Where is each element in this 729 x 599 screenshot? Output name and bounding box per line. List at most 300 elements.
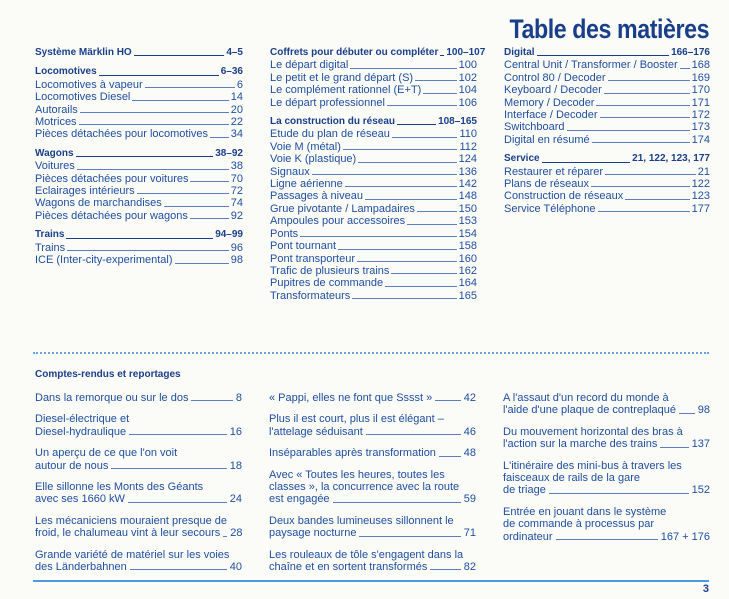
toc-entry-label: Le petit et le grand départ (S) — [270, 71, 414, 84]
leader-line — [660, 447, 688, 448]
toc-entry — [504, 59, 710, 71]
bottom-rule — [33, 580, 709, 582]
section-page-range: 21, 122, 123, 177 — [632, 153, 710, 165]
leader-line — [175, 263, 229, 264]
toc-entry-page: 173 — [691, 121, 710, 134]
toc-entry-label: Plans de réseaux — [504, 178, 589, 191]
toc-section-heading — [35, 229, 243, 241]
report-entry — [35, 481, 242, 506]
section-page-range: 100–107 — [446, 47, 486, 58]
report-title-line — [269, 392, 476, 404]
report-page: 82 — [463, 561, 476, 574]
report-entry — [269, 515, 476, 540]
report-title-text: autour de nous — [35, 459, 109, 472]
toc-entry — [270, 228, 477, 240]
report-title-text: paysage nocturne — [269, 527, 357, 540]
section-heading-label: Locomotives — [35, 66, 97, 78]
toc-entry-label: Le complément rationnel (E+T) — [270, 84, 422, 97]
toc-entry-label: Construction de réseaux — [504, 190, 624, 203]
toc-entry-page: 164 — [458, 277, 477, 290]
toc-column-1 — [35, 47, 243, 267]
toc-entry-page: 34 — [230, 128, 243, 141]
leader-line — [190, 218, 229, 219]
leader-line — [537, 55, 670, 56]
leader-line — [338, 249, 457, 250]
leader-line — [357, 261, 457, 262]
toc-entry — [35, 242, 243, 254]
leader-line — [567, 130, 690, 131]
report-title-text: Diesel-hydraulique — [35, 425, 127, 438]
leader-line — [333, 502, 461, 503]
report-title-line: A l'assaut d'un record du monde à — [503, 392, 669, 404]
leader-line — [415, 80, 457, 81]
report-title-text: « Pappi, elles ne font que Sssst » — [269, 392, 433, 404]
toc-entry — [504, 72, 710, 84]
leader-line — [430, 569, 460, 570]
toc-entry-page: 136 — [458, 165, 477, 178]
toc-entry — [270, 290, 477, 302]
toc-entry-label: Le départ digital — [270, 59, 349, 72]
toc-column-2 — [270, 47, 486, 302]
report-entry — [35, 413, 242, 438]
toc-entry — [504, 109, 710, 121]
report-title-line — [269, 493, 476, 505]
toc-entry-page: 158 — [458, 240, 477, 253]
toc-entry — [35, 160, 243, 172]
report-title-text: avec ses 1660 kW — [35, 493, 125, 506]
report-title-line: Elle sillonne les Monts des Géants — [35, 481, 204, 494]
report-title-line: de commande à processus par — [503, 518, 655, 531]
toc-entry-page: 98 — [230, 254, 243, 267]
section-divider — [33, 352, 709, 354]
toc-entry — [270, 265, 477, 277]
section-heading-label: La construction du réseau — [270, 116, 396, 128]
toc-entry-page: 104 — [458, 84, 477, 97]
toc-entry-label: Trains — [35, 241, 66, 254]
toc-entry-label: Keyboard / Decoder — [504, 84, 602, 97]
toc-entry — [270, 277, 477, 289]
section-heading-label: Service — [504, 153, 540, 165]
leader-line — [605, 174, 696, 175]
toc-entry-label: Passages à niveau — [270, 190, 363, 203]
report-title-line: Un aperçu de ce que l'on voit — [35, 447, 178, 460]
report-page: 40 — [229, 561, 242, 574]
report-title-text: des Länderbahnen — [35, 561, 127, 574]
report-title-line — [503, 438, 710, 450]
leader-line — [134, 55, 225, 56]
report-title-line: Grande variété de matériel sur les voies — [35, 548, 230, 561]
toc-entry — [504, 190, 710, 202]
toc-entry-label: Ampoules pour accessoires — [270, 215, 406, 228]
toc-entry-label: Motrices — [35, 116, 77, 129]
report-title-text: l'action sur la marche des trains — [503, 438, 658, 451]
section-page-range: 4–5 — [226, 47, 243, 58]
report-title-line: Du mouvement horizontal des bras à — [503, 425, 683, 438]
toc-section-heading — [270, 116, 477, 128]
toc-section-heading — [504, 153, 710, 165]
toc-entry-page: 92 — [230, 209, 243, 222]
toc-entry-page: 150 — [458, 202, 477, 215]
toc-section-heading — [35, 47, 243, 59]
section-heading-label: Digital — [504, 47, 535, 58]
toc-entry — [504, 134, 710, 146]
toc-entry-label: Etude du plan de réseau — [270, 128, 390, 141]
toc-entry — [270, 84, 477, 96]
report-title-line: faisceaux de rails de la gare — [503, 472, 640, 485]
toc-entry-label: Pièces détachées pour locomotives — [35, 128, 209, 141]
toc-entry-label: Voie M (métal) — [270, 140, 341, 153]
leader-line — [392, 137, 458, 138]
section-page-range: 166–176 — [671, 47, 710, 58]
report-title-line — [269, 561, 476, 573]
leader-line — [542, 162, 631, 163]
leader-line — [387, 105, 457, 106]
toc-entry-label: Ponts — [270, 227, 299, 240]
toc-entry-label: Service Téléphone — [504, 202, 596, 215]
leader-line — [423, 93, 456, 94]
toc-entry-page: 123 — [691, 190, 710, 203]
toc-entry — [270, 59, 477, 71]
report-page: 18 — [229, 459, 242, 472]
toc-entry — [35, 91, 243, 103]
report-entry — [35, 447, 242, 472]
toc-entry — [270, 166, 477, 178]
toc-entry-label: Locomotives Diesel — [35, 91, 131, 104]
toc-entry-page: 124 — [458, 153, 477, 166]
report-page: 98 — [697, 404, 710, 417]
leader-line — [391, 273, 456, 274]
toc-entry-page: 112 — [459, 140, 477, 153]
toc-section-heading — [35, 66, 243, 78]
leader-line — [129, 434, 227, 435]
leader-line — [137, 193, 229, 194]
report-entry — [35, 549, 242, 574]
section-heading-label: Système Märklin HO — [35, 47, 132, 58]
toc-entry-page: 168 — [691, 59, 710, 72]
report-entry — [35, 515, 242, 540]
leader-line — [596, 105, 689, 106]
leader-line — [128, 502, 227, 503]
report-page: 8 — [235, 392, 242, 404]
toc-entry-label: Central Unit / Transformer / Booster — [504, 59, 678, 72]
report-title-line: Les rouleaux de tôle s'engagent dans la — [269, 548, 464, 561]
toc-entry-page: 122 — [691, 178, 710, 191]
toc-entry-page: 142 — [458, 178, 477, 191]
toc-entry-page: 169 — [691, 71, 710, 84]
report-title-line: Entrée en jouant dans le système — [503, 505, 667, 518]
report-title-line — [269, 447, 476, 459]
toc-entry — [35, 116, 243, 128]
toc-entry-label: Wagons de marchandises — [35, 197, 162, 210]
section-page-range: 6–36 — [220, 66, 243, 78]
toc-section-heading — [270, 47, 486, 59]
report-page: 46 — [463, 425, 476, 438]
toc-entry-label: Le départ professionnel — [270, 96, 385, 109]
reports-column-3 — [503, 392, 710, 552]
report-title-line — [269, 527, 476, 539]
leader-line — [556, 539, 658, 540]
leader-line — [300, 236, 457, 237]
toc-entry-label: Restaurer et réparer — [504, 165, 604, 178]
leader-line — [132, 100, 228, 101]
report-title-line — [503, 531, 710, 543]
report-page: 16 — [229, 425, 242, 438]
leader-line — [343, 149, 458, 150]
toc-entry-label: Eclairages intérieurs — [35, 185, 135, 198]
report-title-line — [503, 404, 710, 416]
toc-entry — [35, 185, 243, 197]
report-title-line — [35, 527, 242, 539]
leader-line — [66, 238, 213, 239]
toc-entry-page: 172 — [691, 109, 710, 122]
reports-title: Comptes-rendus et reportages — [35, 369, 181, 380]
leader-line — [600, 117, 690, 118]
toc-entry-page: 70 — [230, 172, 243, 185]
toc-entry — [270, 178, 477, 190]
leader-line — [592, 142, 690, 143]
report-title-text: Dans la remorque ou sur le dos — [35, 392, 189, 404]
leader-line — [111, 468, 226, 469]
toc-entry-page: 165 — [458, 289, 477, 302]
toc-column-3 — [504, 47, 710, 215]
report-title-line: classes », la concurrence avec la route — [269, 481, 460, 494]
report-title-line — [503, 484, 710, 496]
report-title-text: de triage — [503, 484, 546, 497]
toc-section-heading — [35, 148, 243, 160]
toc-entry-label: Ligne aérienne — [270, 178, 343, 191]
toc-entry — [35, 79, 243, 91]
leader-line — [350, 68, 456, 69]
report-entry — [269, 549, 476, 574]
report-entry — [269, 447, 476, 459]
report-title-text: est engagée — [269, 493, 330, 506]
leader-line — [679, 413, 695, 414]
toc-entry-page: 153 — [458, 215, 477, 228]
leader-line — [359, 536, 460, 537]
report-page: 137 — [691, 438, 710, 451]
report-title-line — [35, 392, 242, 404]
page-number: 3 — [702, 583, 709, 595]
toc-entry-label: Autorails — [35, 103, 78, 116]
toc-entry-label: Voitures — [35, 160, 75, 173]
leader-line — [591, 186, 690, 187]
toc-entry — [504, 121, 710, 133]
toc-entry — [504, 97, 710, 109]
report-title-line: Diesel-électrique et — [35, 413, 130, 426]
leader-line — [191, 400, 232, 401]
report-entry — [269, 469, 476, 506]
leader-line — [435, 400, 460, 401]
leader-line — [80, 112, 229, 113]
report-entry — [503, 506, 710, 543]
leader-line — [190, 181, 228, 182]
leader-line — [312, 174, 457, 175]
report-title-line: Les mécaniciens mouraient presque de — [35, 514, 228, 527]
toc-entry-label: Pont tournant — [270, 240, 337, 253]
toc-entry-label: Pièces détachées pour wagons — [35, 209, 188, 222]
section-page-range: 38–92 — [215, 147, 243, 159]
leader-line — [625, 199, 689, 200]
leader-line — [145, 87, 235, 88]
toc-entry-label: Pont transporteur — [270, 252, 355, 265]
toc-entry-page: 174 — [691, 133, 710, 146]
report-title-line — [269, 426, 476, 438]
section-page-range: 94–99 — [215, 229, 243, 241]
report-entry — [503, 460, 710, 497]
leader-line — [608, 80, 690, 81]
report-entry — [503, 426, 710, 451]
toc-entry-page: 148 — [458, 190, 477, 203]
toc-entry-page: 22 — [230, 116, 243, 129]
leader-line — [549, 493, 689, 494]
toc-entry-label: Locomotives à vapeur — [35, 78, 143, 91]
toc-entry-page: 21 — [697, 165, 710, 178]
section-page-range: 108–165 — [438, 116, 477, 128]
leader-line — [365, 199, 457, 200]
toc-entry — [35, 128, 243, 140]
leader-line — [417, 211, 457, 212]
toc-entry-page: 100 — [458, 59, 477, 72]
toc-entry — [35, 210, 243, 222]
toc-entry — [504, 178, 710, 190]
toc-entry — [270, 141, 477, 153]
toc-entry-label: Signaux — [270, 165, 310, 178]
leader-line — [407, 224, 457, 225]
toc-entry — [270, 190, 477, 202]
toc-entry-page: 162 — [458, 264, 477, 277]
leader-line — [79, 124, 229, 125]
leader-line — [352, 298, 456, 299]
toc-entry — [35, 173, 243, 185]
toc-entry-page: 20 — [230, 103, 243, 116]
toc-entry-label: Control 80 / Decoder — [504, 71, 606, 84]
leader-line — [210, 137, 229, 138]
toc-entry-page: 102 — [458, 71, 477, 84]
leader-line — [604, 93, 690, 94]
leader-line — [345, 186, 457, 187]
report-page: 48 — [463, 447, 476, 460]
report-page: 152 — [691, 484, 710, 497]
leader-line — [77, 169, 229, 170]
toc-entry-label: Memory / Decoder — [504, 96, 595, 109]
toc-section-heading — [504, 47, 710, 59]
toc-entry-page: 72 — [230, 185, 243, 198]
leader-line — [223, 536, 227, 537]
toc-entry-label: Trafic de plusieurs trains — [270, 264, 390, 277]
report-title-text: froid, le chalumeau vint à leur secours — [35, 527, 221, 540]
report-page: 24 — [229, 493, 242, 506]
leader-line — [67, 250, 229, 251]
report-title-line: Avec « Toutes les heures, toutes les — [269, 468, 445, 481]
report-page: 28 — [230, 527, 243, 540]
leader-line — [680, 68, 690, 69]
toc-entry-page: 177 — [691, 202, 710, 215]
report-title-line — [35, 460, 242, 472]
toc-entry-page: 106 — [458, 96, 477, 109]
toc-entry — [504, 166, 710, 178]
leader-line — [76, 156, 214, 157]
leader-line — [439, 456, 461, 457]
report-title-line — [35, 426, 242, 438]
report-title-line — [35, 561, 242, 573]
toc-entry-page: 96 — [230, 241, 243, 254]
toc-entry — [270, 72, 477, 84]
toc-entry-page: 74 — [230, 197, 243, 210]
report-title-line — [35, 493, 242, 505]
report-title-text: l'attelage séduisant — [269, 425, 363, 438]
toc-entry-label: Digital en résumé — [504, 133, 590, 146]
toc-entry — [270, 253, 477, 265]
toc-entry-label: Voie K (plastique) — [270, 153, 357, 166]
toc-entry-label: Switchboard — [504, 121, 565, 134]
toc-entry — [504, 84, 710, 96]
leader-line — [358, 162, 456, 163]
report-title-text: ordinateur — [503, 530, 553, 543]
toc-entry-label: Interface / Decoder — [504, 109, 598, 122]
report-page: 167 + 176 — [660, 530, 710, 543]
leader-line — [440, 55, 444, 56]
leader-line — [130, 569, 227, 570]
report-entry — [503, 392, 710, 417]
toc-entry — [35, 254, 243, 266]
toc-entry-page: 154 — [458, 227, 477, 240]
report-page: 59 — [463, 493, 476, 506]
section-heading-label: Coffrets pour débuter ou compléter — [270, 47, 439, 58]
section-heading-label: Trains — [35, 229, 65, 241]
report-title-text: chaîne et en sortent transformés — [269, 561, 428, 574]
leader-line — [385, 286, 457, 287]
toc-entry — [35, 104, 243, 116]
leader-line — [366, 434, 461, 435]
report-title-text: Inséparables après transformation — [269, 447, 436, 460]
report-entry — [269, 392, 476, 404]
toc-entry — [270, 97, 477, 109]
report-page: 71 — [463, 527, 476, 540]
toc-entry — [270, 153, 477, 165]
toc-entry-page: 14 — [230, 91, 243, 104]
toc-entry-page: 170 — [691, 84, 710, 97]
toc-entry-label: ICE (Inter-city-experimental) — [35, 254, 173, 267]
toc-entry-label: Transformateurs — [270, 289, 351, 302]
report-entry — [35, 392, 242, 404]
toc-entry-page: 160 — [458, 252, 477, 265]
leader-line — [598, 211, 690, 212]
section-heading-label: Wagons — [35, 147, 74, 159]
toc-entry-page: 6 — [236, 78, 243, 91]
leader-line — [99, 75, 219, 76]
toc-entry-label: Pièces détachées pour voitures — [35, 172, 189, 185]
page-title: Table des matières — [509, 14, 709, 44]
toc-entry-label: Grue pivotante / Lampadaires — [270, 202, 415, 215]
reports-column-1 — [35, 392, 242, 582]
toc-entry-page: 171 — [691, 96, 710, 109]
leader-line — [164, 206, 229, 207]
toc-entry — [270, 215, 477, 227]
toc-entry — [270, 240, 477, 252]
toc-entry — [35, 197, 243, 209]
toc-entry-page: 38 — [230, 160, 243, 173]
reports-column-2 — [269, 392, 476, 582]
report-title-line: Plus il est court, plus il est élégant – — [269, 413, 444, 426]
report-title-line: L'itinéraire des mini-bus à travers les — [503, 459, 682, 472]
toc-entry-label: Pupitres de commande — [270, 277, 384, 290]
toc-entry — [504, 203, 710, 215]
report-title-line: Deux bandes lumineuses sillonnent le — [269, 514, 454, 527]
toc-entry — [270, 128, 477, 140]
leader-line — [397, 124, 436, 125]
report-entry — [269, 413, 476, 438]
toc-entry — [270, 203, 477, 215]
